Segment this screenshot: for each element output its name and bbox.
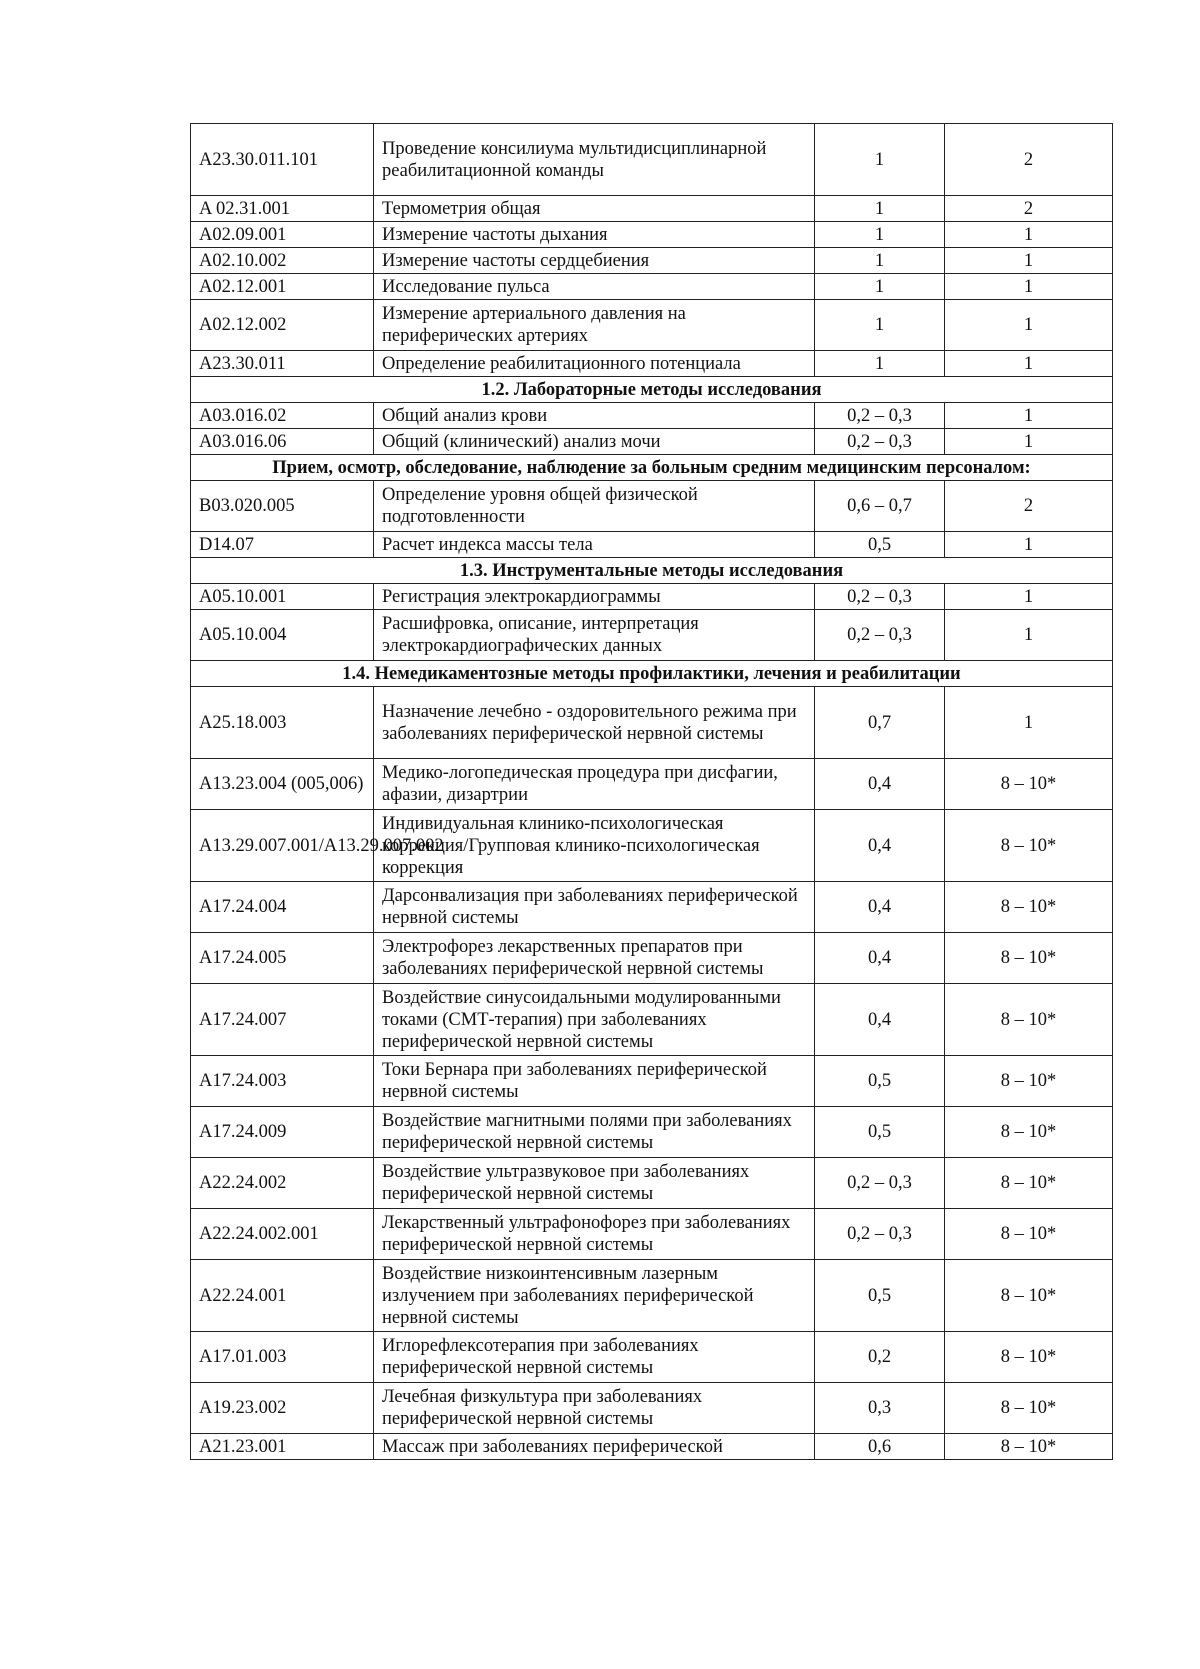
frequency-rate: 1: [815, 274, 945, 300]
service-code: A17.24.003: [191, 1056, 374, 1107]
table-row: [191, 984, 1113, 1056]
table-row: [191, 584, 1113, 610]
service-code: D14.07: [191, 532, 374, 558]
table-row: [191, 1260, 1113, 1332]
frequency-rate: 0,2 – 0,3: [815, 429, 945, 455]
frequency-rate: 0,3: [815, 1383, 945, 1434]
multiplicity: 8 – 10*: [945, 1209, 1113, 1260]
table-row: [191, 124, 1113, 196]
table-row: [191, 1209, 1113, 1260]
service-code: A02.09.001: [191, 222, 374, 248]
table-row: [191, 687, 1113, 759]
table-row: [191, 1056, 1113, 1107]
table-row: [191, 532, 1113, 558]
frequency-rate: 0,6 – 0,7: [815, 481, 945, 532]
multiplicity: 1: [945, 222, 1113, 248]
frequency-rate: 0,2 – 0,3: [815, 1158, 945, 1209]
table-row: [191, 481, 1113, 532]
multiplicity: 2: [945, 196, 1113, 222]
service-code: A21.23.001: [191, 1434, 374, 1460]
table-row: [191, 300, 1113, 351]
section-header-row: [191, 377, 1113, 403]
service-name: Индивидуальная клинико-психологическая коррекция/Групповая клинико-психологическая коррекция: [374, 810, 815, 882]
service-name: Назначение лечебно - оздоровительного режима при заболеваниях периферической нервной системы: [374, 687, 815, 759]
service-name: Воздействие синусоидальными модулированными токами (СМТ-терапия) при заболеваниях периферической нервной системы: [374, 984, 815, 1056]
service-code: A03.016.06: [191, 429, 374, 455]
frequency-rate: 1: [815, 124, 945, 196]
service-code: A17.24.007: [191, 984, 374, 1056]
service-code: A13.29.007.001/A13.29.007.002: [191, 810, 374, 882]
service-name: Дарсонвализация при заболеваниях периферической нервной системы: [374, 882, 815, 933]
multiplicity: 8 – 10*: [945, 1107, 1113, 1158]
table-row: [191, 403, 1113, 429]
service-name: Воздействие низкоинтенсивным лазерным излучением при заболеваниях периферической нервной системы: [374, 1260, 815, 1332]
frequency-rate: 0,2 – 0,3: [815, 403, 945, 429]
multiplicity: 8 – 10*: [945, 810, 1113, 882]
table-row: [191, 1158, 1113, 1209]
frequency-rate: 0,2 – 0,3: [815, 584, 945, 610]
multiplicity: 1: [945, 532, 1113, 558]
table-row: [191, 933, 1113, 984]
service-code: A05.10.004: [191, 610, 374, 661]
multiplicity: 1: [945, 351, 1113, 377]
multiplicity: 2: [945, 481, 1113, 532]
frequency-rate: 0,4: [815, 810, 945, 882]
frequency-rate: 0,5: [815, 1056, 945, 1107]
multiplicity: 1: [945, 300, 1113, 351]
service-name: Воздействие магнитными полями при заболеваниях периферической нервной системы: [374, 1107, 815, 1158]
service-name: Термометрия общая: [374, 196, 815, 222]
table-row: [191, 351, 1113, 377]
service-code: A13.23.004 (005,006): [191, 759, 374, 810]
service-name: Расшифровка, описание, интерпретация электрокардиографических данных: [374, 610, 815, 661]
multiplicity: 1: [945, 584, 1113, 610]
service-name: Определение уровня общей физической подготовленности: [374, 481, 815, 532]
frequency-rate: 0,4: [815, 933, 945, 984]
service-name: Проведение консилиума мультидисциплинарной реабилитационной команды: [374, 124, 815, 196]
multiplicity: 1: [945, 403, 1113, 429]
service-name: Общий анализ крови: [374, 403, 815, 429]
service-code: A03.016.02: [191, 403, 374, 429]
service-code: B03.020.005: [191, 481, 374, 532]
service-code: A23.30.011.101: [191, 124, 374, 196]
service-name: Измерение частоты дыхания: [374, 222, 815, 248]
multiplicity: 2: [945, 124, 1113, 196]
frequency-rate: 0,6: [815, 1434, 945, 1460]
multiplicity: 8 – 10*: [945, 1056, 1113, 1107]
frequency-rate: 0,5: [815, 1260, 945, 1332]
table-row: [191, 810, 1113, 882]
frequency-rate: 0,2: [815, 1332, 945, 1383]
multiplicity: 8 – 10*: [945, 1434, 1113, 1460]
table-row: [191, 1383, 1113, 1434]
service-name: Определение реабилитационного потенциала: [374, 351, 815, 377]
frequency-rate: 0,2 – 0,3: [815, 1209, 945, 1260]
service-name: Лекарственный ультрафонофорез при заболеваниях периферической нервной системы: [374, 1209, 815, 1260]
section-header-row: [191, 558, 1113, 584]
service-code: A19.23.002: [191, 1383, 374, 1434]
service-code: A17.24.004: [191, 882, 374, 933]
table-row: [191, 248, 1113, 274]
service-code: A23.30.011: [191, 351, 374, 377]
table-row: [191, 274, 1113, 300]
multiplicity: 1: [945, 248, 1113, 274]
service-code: A05.10.001: [191, 584, 374, 610]
section-header-row: [191, 661, 1113, 687]
service-name: Расчет индекса массы тела: [374, 532, 815, 558]
table-row: [191, 1434, 1113, 1460]
section-title: Прием, осмотр, обследование, наблюдение за больным средним медицинским персоналом:: [191, 455, 1113, 481]
service-name: Измерение артериального давления на периферических артериях: [374, 300, 815, 351]
frequency-rate: 0,5: [815, 532, 945, 558]
service-name: Исследование пульса: [374, 274, 815, 300]
service-code: A02.12.002: [191, 300, 374, 351]
frequency-rate: 0,4: [815, 882, 945, 933]
table-row: [191, 222, 1113, 248]
section-title: 1.3. Инструментальные методы исследования: [191, 558, 1113, 584]
service-name: Массаж при заболеваниях периферической: [374, 1434, 815, 1460]
service-name: Токи Бернара при заболеваниях периферической нервной системы: [374, 1056, 815, 1107]
multiplicity: 8 – 10*: [945, 933, 1113, 984]
service-code: A22.24.002: [191, 1158, 374, 1209]
service-name: Лечебная физкультура при заболеваниях периферической нервной системы: [374, 1383, 815, 1434]
service-code: A02.12.001: [191, 274, 374, 300]
table-row: [191, 759, 1113, 810]
service-code: A22.24.002.001: [191, 1209, 374, 1260]
services-table: [190, 123, 1113, 1460]
services-table-body: [191, 124, 1113, 1460]
table-row: [191, 610, 1113, 661]
multiplicity: 1: [945, 274, 1113, 300]
section-title: 1.2. Лабораторные методы исследования: [191, 377, 1113, 403]
frequency-rate: 1: [815, 351, 945, 377]
table-row: [191, 1107, 1113, 1158]
service-name: Регистрация электрокардиограммы: [374, 584, 815, 610]
service-name: Медико-логопедическая процедура при дисфагии, афазии, дизартрии: [374, 759, 815, 810]
multiplicity: 1: [945, 429, 1113, 455]
frequency-rate: 1: [815, 222, 945, 248]
frequency-rate: 0,5: [815, 1107, 945, 1158]
frequency-rate: 0,7: [815, 687, 945, 759]
frequency-rate: 1: [815, 248, 945, 274]
service-name: Иглорефлексотерапия при заболеваниях периферической нервной системы: [374, 1332, 815, 1383]
multiplicity: 8 – 10*: [945, 1383, 1113, 1434]
service-code: A25.18.003: [191, 687, 374, 759]
table-row: [191, 882, 1113, 933]
service-code: A17.24.005: [191, 933, 374, 984]
multiplicity: 1: [945, 687, 1113, 759]
service-code: A17.24.009: [191, 1107, 374, 1158]
service-name: Электрофорез лекарственных препаратов при заболеваниях периферической нервной системы: [374, 933, 815, 984]
multiplicity: 8 – 10*: [945, 1260, 1113, 1332]
multiplicity: 8 – 10*: [945, 1158, 1113, 1209]
service-name: Воздействие ультразвуковое при заболеваниях периферической нервной системы: [374, 1158, 815, 1209]
multiplicity: 8 – 10*: [945, 1332, 1113, 1383]
multiplicity: 8 – 10*: [945, 984, 1113, 1056]
service-code: A02.10.002: [191, 248, 374, 274]
service-name: Общий (клинический) анализ мочи: [374, 429, 815, 455]
service-code: A17.01.003: [191, 1332, 374, 1383]
table-row: [191, 196, 1113, 222]
multiplicity: 1: [945, 610, 1113, 661]
frequency-rate: 0,2 – 0,3: [815, 610, 945, 661]
service-code: A22.24.001: [191, 1260, 374, 1332]
multiplicity: 8 – 10*: [945, 759, 1113, 810]
table-row: [191, 429, 1113, 455]
multiplicity: 8 – 10*: [945, 882, 1113, 933]
frequency-rate: 1: [815, 196, 945, 222]
section-title: 1.4. Немедикаментозные методы профилактики, лечения и реабилитации: [191, 661, 1113, 687]
section-header-row: [191, 455, 1113, 481]
frequency-rate: 0,4: [815, 984, 945, 1056]
frequency-rate: 0,4: [815, 759, 945, 810]
service-name: Измерение частоты сердцебиения: [374, 248, 815, 274]
service-code: A 02.31.001: [191, 196, 374, 222]
table-row: [191, 1332, 1113, 1383]
frequency-rate: 1: [815, 300, 945, 351]
